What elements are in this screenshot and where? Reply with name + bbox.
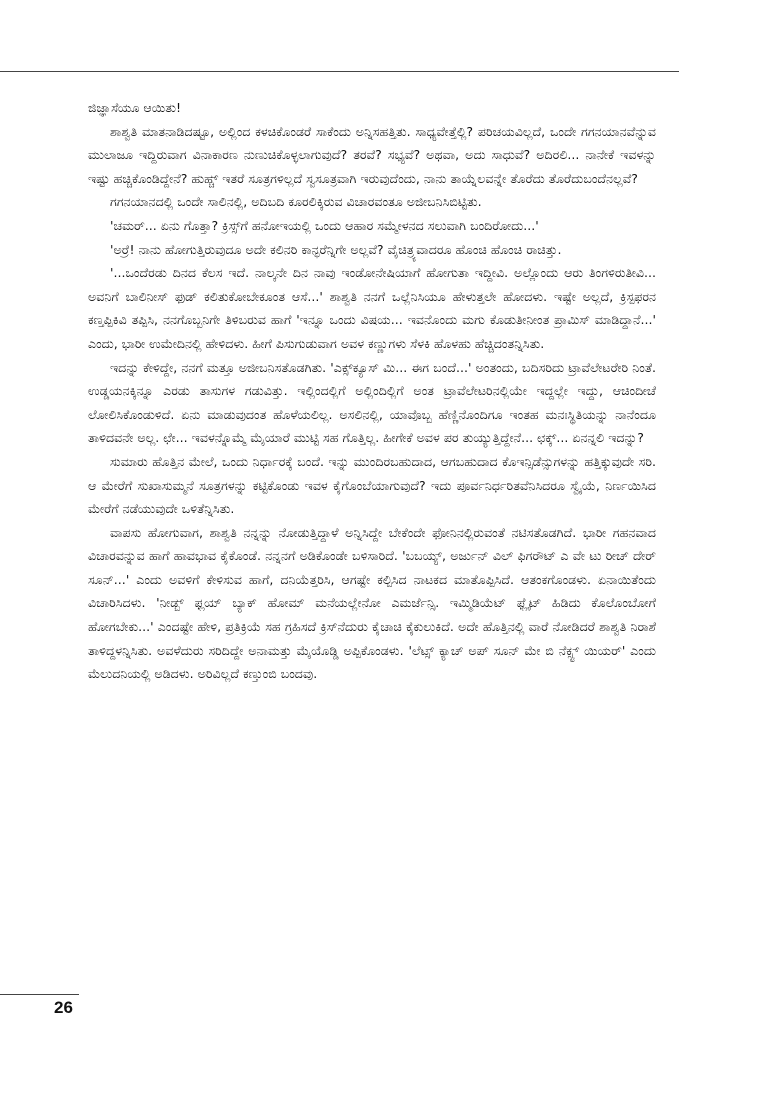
- paragraph-6: '...ಒಂದೆರಡು ದಿನದ ಕೆಲಸ ಇದೆ. ನಾಲ್ಕನೇ ದಿನ ನಾವು ಇಂಡೋನೇಷಿಯಾಗೆ ಹೋಗುತಾ ಇದ್ದೀವಿ. ಅಲ್ಲೊಂದು ಆರು ತಿಂಗಳಿರುತೀವಿ... ಅವನಿಗೆ ಬಾಲಿನೀಸ್ ಫುಡ್ ಕಲಿತುಕೋಬೇಕೂಂತ ಆಸೆ...' ಶಾಶ್ವತಿ ನನಗೆ ಒಲ್ಲೆನಿಸಿಯೂ ಹೇಳುತ್ತಲೇ ಹೋದಳು. ಇಷ್ಟೇ ಅಲ್ಲದೆ, ಕ್ರಿಸ್ಪಫರನ ಕಣ್ತಪ್ಪಿಕಿವಿ ತಪ್ಪಿಸಿ, ನನಗೊಬ್ಬನಿಗೇ ತಿಳಿಬರುವ ಹಾಗೆ 'ಇನ್ನೂ ಒಂದು ವಿಷಯ... ಇವನೊಂದು ಮಗು ಕೊಡುತೀನೀಂತ ಪ್ರಾಮಿಸ್ ಮಾಡಿದ್ದಾನೆ...' ಎಂದು, ಭಾರೀ ಉಮೇದಿನಲ್ಲಿ ಹೇಳಿದಳು. ಹೀಗೆ ಪಿಸುಗುಡುವಾಗ ಅವಳ ಕಣ್ಣುಗಳು ಸೆಳಕಿ ಹೊಳಹು ಹೆಚ್ಚಿದಂತನ್ನಿಸಿತು.: [88, 265, 656, 351]
- paragraph-5: 'ಅರ್ರೆ! ನಾನು ಹೋಗುತ್ತಿರುವುದೂ ಅದೇ ಕಲಿನರಿ ಕಾನ್ಫರೆನ್ನಿಗೇ ಅಲ್ಲವೆ? ವೈಚಿತ್ರ್ಯವಾದರೂ ಹೊಂಚಿ ಹೊಂಚಿ ರಾಚಿತ್ತು.: [110, 241, 562, 257]
- paragraph-2: ಶಾಶ್ವತಿ ಮಾತನಾಡಿದಷ್ಟೂ, ಅಲ್ಲಿಂದ ಕಳಚಿಕೊಂಡರೆ ಸಾಕೆಂದು ಅನ್ನಿಸಹತ್ತಿತು. ಸಾಧ್ಯವೇತ್ತೆಲ್ಲಿ? ಪರಿಚಯವಿಲ್ಲದೆ, ಒಂದೇ ಗಗನಯಾನವೆನ್ನುವ ಮುಲಾಜೂ ಇದ್ದಿರುವಾಗ ವಿನಾಕಾರಣ ನುಣುಚಿಕೊಳ್ಳಲಾಗುವುದೆ? ತರವೆ? ಸಭ್ಯವೆ? ಅಥವಾ, ಅದು ಸಾಧುವೆ? ಅದಿರಲಿ... ನಾನೇಕೆ ಇವಳನ್ನು ಇಷ್ಟು ಹಚ್ಚಿಕೊಂಡಿದ್ದೇನೆ? ಹುಹ್ಚ್ ಇತರೆ ಸೂತ್ರಗಳಿಲ್ಲದೆ ಸ್ವಸೂತ್ರವಾಗಿ ಇರುವುದೆಂದು, ನಾನು ತಾಯ್ನೆಲವನ್ನೇ ತೊರೆದು ತೊರೆದುಬಂದೆನಲ್ಲವೆ?: [88, 123, 656, 186]
- header-rule: [0, 71, 679, 72]
- footer-rule: [0, 994, 79, 995]
- page-number: 26: [54, 998, 73, 1017]
- paragraph-1: ಜಿಜ್ಞಾಸೆಯೂ ಆಯಿತು!: [88, 100, 182, 115]
- paragraph-3: ಗಗನಯಾನದಲ್ಲಿ ಒಂದೇ ಸಾಲಿನಲ್ಲಿ, ಅದಿಬದಿ ಕೂರಲಿಕ್ಕಿರುವ ವಿಚಾರವಂತೂ ಅಜೀಬನಿಸಿಬಿಟ್ಟಿತು.: [110, 194, 482, 210]
- paragraph-8: ಸುಮಾರು ಹೊತ್ತಿನ ಮೇಲೆ, ಒಂದು ನಿರ್ಧಾರಕ್ಕೆ ಬಂದೆ. ಇನ್ನು ಮುಂದಿರಬಹುದಾದ, ಆಗಬಹುದಾದ ಕೊಇನ್ಸಿಡೆನ್ಸುಗಳನ್ನು ಹತ್ತಿಕ್ಕುವುದೇ ಸರಿ. ಆ ಮೇರೆಗೆ ಸುಖಾಸುಮ್ಮನೆ ಸೂತ್ರಗಳನ್ನು ಕಟ್ಟಿಕೊಂಡು ಇವಳ ಕೈಗೊಂಬೆಯಾಗುವುದೆ? ಇದು ಪೂರ್ವನಿರ್ಧರಿತವೆನಿಸಿದರೂ ಸ್ವೈಯೆ, ನಿರ್ಣಯಿಸಿದ ಮೇರೆಗೆ ನಡೆಯುವುದೇ ಒಳಿತೆನ್ನಿಸಿತು.: [88, 453, 656, 517]
- paragraph-9: ವಾಪಸು ಹೋಗುವಾಗ, ಶಾಶ್ವತಿ ನನ್ನನ್ನು ನೋಡುತ್ತಿದ್ದಾಳೆ ಅನ್ನಿಸಿದ್ದೇ ಬೇಕೆಂದೇ ಫೋನಿನಲ್ಲಿರುವಂತೆ ನಟಿಸತೊಡಗಿದೆ. ಭಾರೀ ಗಹನವಾದ ವಿಚಾರವನ್ನುವ ಹಾಗೆ ಹಾವಭಾವ ಕೈಕೊಂಡೆ. ನನ್ನನಗೆ ಅಡಿಕೊಂಡೇ ಬಳಿಸಾರಿದೆ. 'ಬಬಯ್ಯ್, ಅರ್ಜುನ್ ವಿಲ್ ಫಿಗರೌಟ್ ಎ ವೇ ಟು ರೀಚ್ ದೇರ್ ಸೂನ್...' ಎಂದು ಅವಳಿಗೆ ಕೇಳಿಸುವ ಹಾಗೆ, ದನಿಯೆತ್ತರಿಸಿ, ಆಗಷ್ಟೇ ಕಲ್ಪಿಸಿದ ನಾಟಕದ ಮಾತೊಪ್ಪಿಸಿದೆ. ಆತಂಕಗೊಂಡಳು. ಏನಾಯಿತೆಂದು ವಿಚಾರಿಸಿದಳು. 'ನೀಡ್ಬ್ ಫ್ಲಯ್ ಬ್ಯಾಕ್ ಹೋಮ್ ಮನೆಯಲ್ಲೇನೋ ಎಮರ್ಜೆನ್ಸಿ. ಇಮ್ಮಿಡಿಯೆಟ್ ಫ್ಲೈಟ್ ಹಿಡಿದು ಕೊಲೊಂಬೋಗೆ ಹೋಗಬೇಕು...' ಎಂದಷ್ಟೇ ಹೇಳಿ, ಪ್ರತಿಕ್ರಿಯೆ ಸಹ ಗ್ರಹಿಸದೆ ಕ್ರಿಸ್‌ನೆದುರು ಕೈಚಾಚಿ ಕೈಕುಲುಕಿದೆ. ಅದೇ ಹೊತ್ತಿನಲ್ಲಿ ವಾರೆ ನೋಡಿದರೆ ಶಾಶ್ವತಿ ನಿರಾಶೆ ತಾಳಿದ್ದಳನ್ನಿಸಿತು. ಅವಳೆದುರು ಸರಿದಿದ್ದೇ ಅನಾಮತ್ತು ಮೈಯೊಡ್ಡಿ ಅಪ್ಪಿಕೊಂಡಳು. 'ಲೆಟ್ಸ್ ಕ್ಯಾಚ್ ಅಪ್ ಸೂನ್ ಮೇ ಬಿ ನೆಕ್ಸ್ಟ್ ಯಿಯರ್' ಎಂದು ಮೆಲುದನಿಯಲ್ಲಿ ಅಡಿದಳು. ಅರಿವಿಲ್ಲದೆ ಕಣ್ತುಂಬಿ ಬಂದವು.: [88, 524, 656, 682]
- body-text: [88, 96, 656, 686]
- paragraph-4: 'ಚಮರ್... ಏನು ಗೊತ್ತಾ? ಕ್ರಿಸ್ಸ್‌ಗೆ ಹನೋಇಯಲ್ಲಿ ಒಂದು ಆಹಾರ ಸಮ್ಮೇಳನದ ಸಲುವಾಗಿ ಬಂದಿರೋದು...': [110, 217, 539, 233]
- paragraph-7: ಇದನ್ನು ಕೇಳಿದ್ದೇ, ನನಗೆ ಮತ್ತೂ ಅಜೀಬನಿಸತೊಡಗಿತು. 'ಎಕ್ಸ್‌ಕ್ಯೂಸ್ ಮಿ... ಈಗ ಬಂದೆ...' ಅಂತಂದು, ಬದಿಸರಿದು ಟ್ರಾವೆಲೇಟರೇರಿ ನಿಂತೆ. ಉಡ್ಡಯನಕ್ಕಿನ್ನೂ ಎರಡು ತಾಸುಗಳ ಗಡುವಿತ್ತು. ಇಲ್ಲಿಂದಲ್ಲಿಗೆ ಅಲ್ಲಿಂದಿಲ್ಲಿಗೆ ಅಂತ ಟ್ರಾವೆಲೇಟರಿನಲ್ಲಿಯೇ ಇದ್ದಲ್ಲೇ ಇದ್ದು, ಆಚಿಂದೀಚೆ ಲೋಲಿಸಿಕೊಂಡುಳಿದೆ. ಏನು ಮಾಡುವುದಂತ ಹೊಳೆಯಲಿಲ್ಲ. ಅಸಲಿನಲ್ಲಿ, ಯಾವೊಬ್ಬ ಹೆಣ್ಣಿನೊಂದಿಗೂ ಇಂತಹ ಮನಃಸ್ಥಿತಿಯನ್ನು ನಾನೆಂದೂ ತಾಳಿದವನೇ ಅಲ್ಲ. ಛೇ... ಇವಳನ್ನೊಮ್ಮೆ ಮೈಯಾರೆ ಮುಟ್ಟಿ ಸಹ ಗೊತ್ತಿಲ್ಲ. ಹೀಗೇಕೆ ಅವಳ ಪರ ತುಯ್ಯುತ್ತಿದ್ದೇನೆ... ಛಕ್ಕ್... ಏನನ್ನಲಿ ಇದನ್ನು?: [88, 359, 656, 446]
